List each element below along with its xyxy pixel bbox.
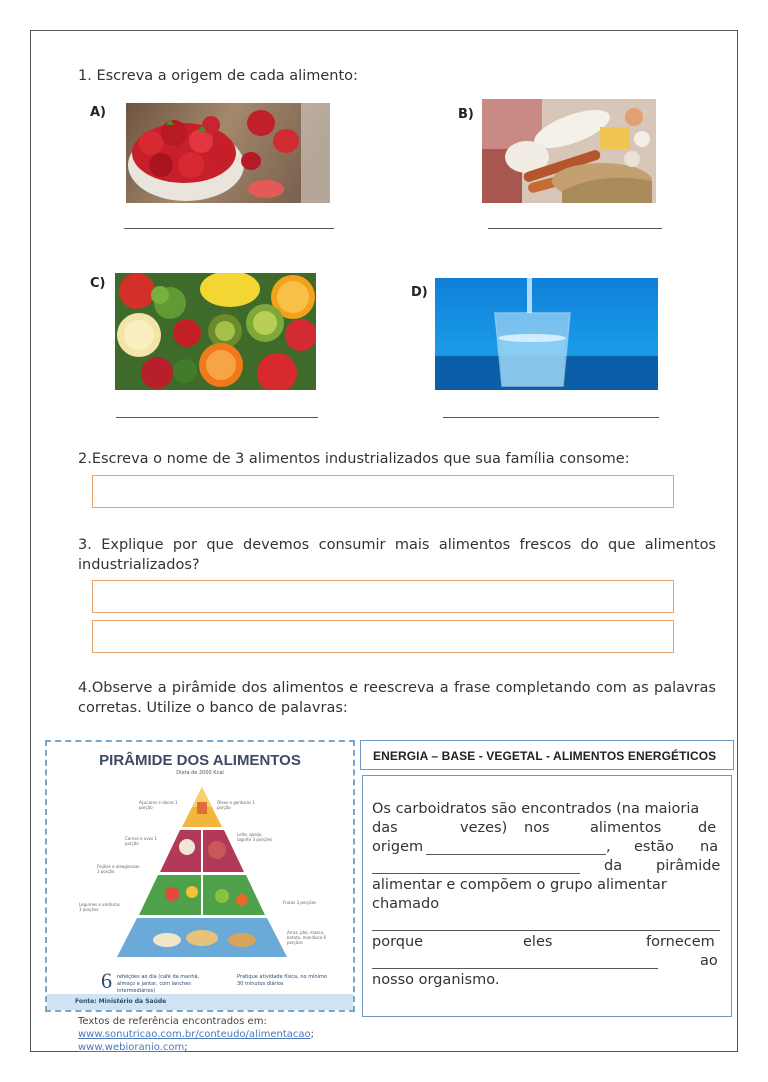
pyramid-source: Fonte: Ministério da Saúde	[47, 994, 353, 1010]
item-a-label: A)	[90, 105, 107, 120]
question-3-text: 3. Explique por que devemos consumir mais alimentos frescos do que alimentos industrializados?	[78, 537, 716, 573]
strawberries-photo	[126, 103, 330, 203]
pyramid-label-oils: Óleos e gorduras 1 porção	[217, 800, 255, 810]
pyramid-label-dairy: Leite, queijo, iogurte 3 porções	[237, 832, 273, 842]
item-b-label: B)	[458, 107, 474, 122]
sentence-word-ao: ao	[700, 953, 718, 969]
pyramid-foot-meals: refeições ao dia (café da manhã, almoço e jantar, com lanches intermediários)	[117, 974, 200, 994]
reference-link-1[interactable]: www.sonutricao.com.br/conteudo/alimentacao	[78, 1029, 311, 1040]
sentence-word-da: da	[604, 858, 623, 874]
sentence-word-nos: nos	[524, 820, 550, 836]
reference-sep-1: ;	[310, 1029, 315, 1040]
answer-line-c[interactable]	[116, 417, 318, 418]
question-2-text: 2.Escreva o nome de 3 alimentos industrializados que sua família consome:	[78, 451, 630, 467]
blank-2[interactable]	[372, 873, 580, 874]
sentence-word-das: das	[372, 820, 398, 836]
meats-photo	[482, 99, 656, 203]
reference-link-2[interactable]: www.webioranio.com	[78, 1042, 185, 1053]
sentence-word-origem: origem	[372, 839, 424, 855]
reference-line-2	[78, 1041, 188, 1054]
sentence-word-eles: eles	[523, 934, 553, 950]
sentence-line-10: nosso organismo.	[372, 972, 500, 988]
pyramid-label-meats: Carnes e ovos 1 porção	[125, 836, 158, 846]
question-3-answer-box-2[interactable]	[92, 620, 674, 653]
references-intro: Textos de referência encontrados em:	[78, 1016, 267, 1027]
reference-sep-2: ;	[184, 1042, 188, 1053]
pyramid-six: 6	[101, 968, 112, 993]
answer-line-d[interactable]	[443, 417, 659, 418]
sentence-comma: ,	[606, 839, 611, 855]
answer-line-a[interactable]	[124, 228, 334, 229]
food-pyramid-image	[45, 740, 355, 1012]
pyramid-label-grains: Arroz, pão, massa, batata, mandioca 6 porções	[287, 930, 327, 945]
sentence-word-estao: estão	[634, 839, 674, 855]
item-d-label: D)	[411, 285, 428, 300]
sentence-line-5: alimentar e compõem o grupo alimentar	[372, 877, 667, 893]
word-bank	[360, 740, 734, 770]
blank-1[interactable]	[426, 854, 606, 855]
word-bank-text: ENERGIA – BASE - VEGETAL - ALIMENTOS ENERGÉTICOS	[373, 749, 717, 763]
pyramid-foot-exercise: Pratique atividade física, no mínimo 30 minutos diários	[237, 974, 327, 987]
item-c-label: C)	[90, 276, 106, 291]
blank-3[interactable]	[372, 930, 720, 931]
pyramid-label-sugar: Açúcares e doces 1 porção	[139, 800, 178, 810]
reference-line-1	[78, 1028, 314, 1041]
blank-4[interactable]	[372, 968, 658, 969]
sentence-word-chamado: chamado	[372, 896, 440, 912]
sentence-line-1: Os carboidratos são encontrados (na maioria	[372, 801, 700, 817]
answer-line-b[interactable]	[488, 228, 662, 229]
question-2-answer-box[interactable]	[92, 475, 674, 508]
pyramid-label-beans: Feijões e oleaginosas 1 porção	[97, 864, 140, 874]
sentence-word-vezes: vezes)	[460, 820, 508, 836]
sentence-word-alimentos: alimentos	[590, 820, 662, 836]
pyramid-label-vegetables: Legumes e verduras 3 porções	[79, 902, 120, 912]
question-3-answer-box-1[interactable]	[92, 580, 674, 613]
sentence-word-piramide: pirâmide	[656, 858, 721, 874]
sentence-word-porque: porque	[372, 934, 424, 950]
question-1-text: 1. Escreva a origem de cada alimento:	[78, 68, 358, 84]
sentence-word-fornecem: fornecem	[646, 934, 715, 950]
sentence-word-na: na	[700, 839, 719, 855]
pyramid-label-fruits: Frutas 3 porções	[283, 900, 317, 905]
water-glass-photo	[435, 278, 658, 390]
pyramid-title: PIRÂMIDE DOS ALIMENTOS	[99, 752, 301, 769]
pyramid-subtitle: Dieta de 2000 Kcal	[176, 770, 224, 776]
question-4-text: 4.Observe a pirâmide dos alimentos e reescreva a frase completando com as palavras corretas. Utilize o banco de palavras:	[78, 680, 716, 716]
sentence-word-de: de	[698, 820, 717, 836]
fruits-vegetables-photo	[115, 273, 316, 390]
